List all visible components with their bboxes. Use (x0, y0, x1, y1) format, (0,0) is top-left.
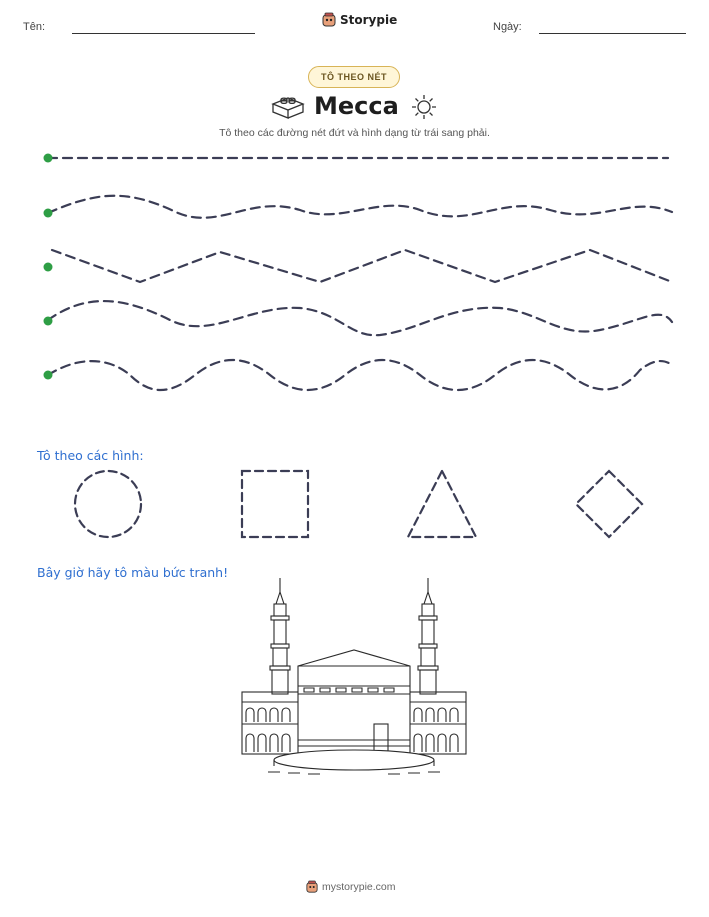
footer-url[interactable]: mystorypie.com (322, 881, 396, 893)
lego-brick-icon (270, 92, 306, 120)
start-dot (44, 154, 53, 163)
storypie-logo-icon (306, 880, 318, 894)
instruction-text: Tô theo các đường nét đứt và hình dạng từ trái sang phải. (219, 127, 490, 139)
trace-line-zigzag (52, 250, 672, 282)
start-dot (44, 317, 53, 326)
brand-logo (322, 12, 397, 28)
trace-square (242, 471, 308, 537)
trace-circle (75, 471, 141, 537)
kaaba-illustration (238, 574, 470, 778)
date-label: Ngày: (493, 21, 522, 33)
trace-line-wave-3 (48, 360, 672, 390)
trace-diamond (576, 471, 642, 537)
trace-line-wave-1 (48, 196, 672, 218)
activity-badge: TÔ THEO NÉT (308, 66, 400, 88)
tracing-shapes (0, 462, 709, 547)
shapes-heading: Tô theo các hình: (37, 448, 144, 463)
storypie-logo-icon (322, 12, 336, 28)
page-title: Mecca (314, 92, 399, 120)
footer (306, 880, 396, 894)
date-field-line[interactable] (539, 33, 686, 34)
tracing-lines (0, 140, 709, 410)
start-dot (44, 371, 53, 380)
coloring-heading: Bây giờ hãy tô màu bức tranh! (37, 565, 229, 580)
start-dot (44, 263, 53, 272)
name-field-line[interactable] (72, 33, 255, 34)
trace-line-wave-2 (48, 301, 672, 335)
sun-icon (410, 93, 438, 121)
trace-triangle (408, 471, 476, 537)
brand-name: Storypie (340, 13, 398, 27)
name-label: Tên: (23, 21, 46, 33)
start-dot (44, 209, 53, 218)
